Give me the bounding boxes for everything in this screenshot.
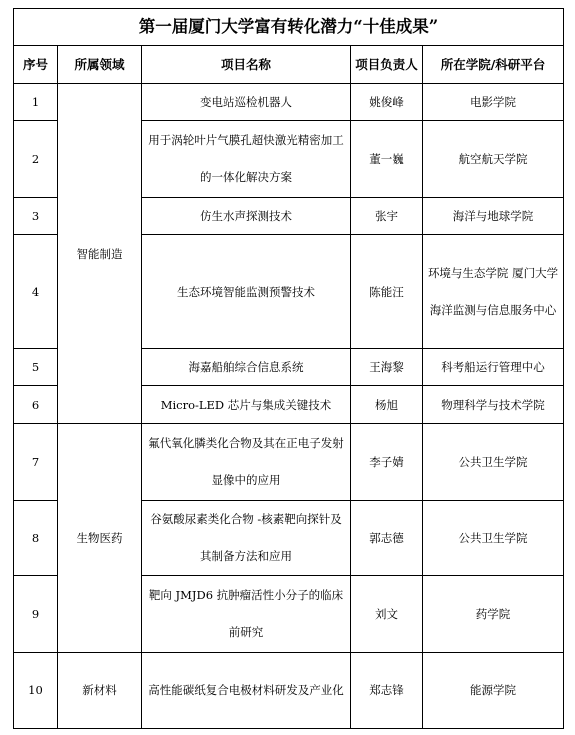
row-name: 谷氨酸尿素类化合物 -核素靶向探针及其制备方法和应用 xyxy=(142,500,351,575)
row-seq: 5 xyxy=(14,348,58,385)
row-name: 生态环境智能监测预警技术 xyxy=(142,235,351,349)
row-lead: 姚俊峰 xyxy=(351,84,423,120)
row-name: Micro-LED 芯片与集成关键技术 xyxy=(142,386,351,424)
row-inst: 航空航天学院 xyxy=(423,120,564,197)
row-lead: 陈能汪 xyxy=(351,235,423,349)
row-lead: 郑志锋 xyxy=(351,652,423,729)
table-row xyxy=(14,652,564,729)
table-row xyxy=(14,84,564,120)
field-cell: 智能制造 xyxy=(58,84,142,424)
results-table xyxy=(13,8,564,729)
row-inst: 公共卫生学院 xyxy=(423,424,564,500)
row-inst: 科考船运行管理中心 xyxy=(423,348,564,385)
row-inst: 物理科学与技术学院 xyxy=(423,386,564,424)
row-lead: 刘文 xyxy=(351,576,423,652)
row-seq: 7 xyxy=(14,424,58,500)
table-title: 第一届厦门大学富有转化潜力“十佳成果” xyxy=(14,9,564,46)
row-seq: 4 xyxy=(14,235,58,349)
row-seq: 6 xyxy=(14,386,58,424)
row-inst: 电影学院 xyxy=(423,84,564,120)
row-name: 海嘉船舶综合信息系统 xyxy=(142,348,351,385)
header-field: 所属领域 xyxy=(58,46,142,84)
row-inst: 药学院 xyxy=(423,576,564,652)
row-inst: 海洋与地球学院 xyxy=(423,198,564,235)
header-seq: 序号 xyxy=(14,46,58,84)
row-name: 靶向 JMJD6 抗肿瘤活性小分子的临床前研究 xyxy=(142,576,351,652)
row-lead: 李子婧 xyxy=(351,424,423,500)
row-inst: 能源学院 xyxy=(423,652,564,729)
row-lead: 董一巍 xyxy=(351,120,423,197)
row-name: 仿生水声探测技术 xyxy=(142,198,351,235)
row-seq: 8 xyxy=(14,500,58,575)
row-seq: 10 xyxy=(14,652,58,729)
header-lead: 项目负责人 xyxy=(351,46,423,84)
field-cell: 新材料 xyxy=(58,652,142,729)
row-lead: 王海黎 xyxy=(351,348,423,385)
row-lead: 张宇 xyxy=(351,198,423,235)
row-name: 氟代氧化膦类化合物及其在正电子发射显像中的应用 xyxy=(142,424,351,500)
header-inst: 所在学院/科研平台 xyxy=(423,46,564,84)
row-inst: 公共卫生学院 xyxy=(423,500,564,575)
row-inst: 环境与生态学院 厦门大学海洋监测与信息服务中心 xyxy=(423,235,564,349)
row-name: 变电站巡检机器人 xyxy=(142,84,351,120)
header-name: 项目名称 xyxy=(142,46,351,84)
row-seq: 3 xyxy=(14,198,58,235)
field-cell: 生物医药 xyxy=(58,424,142,652)
row-seq: 9 xyxy=(14,576,58,652)
table-row xyxy=(14,424,564,500)
row-name: 用于涡轮叶片气膜孔超快激光精密加工的一体化解决方案 xyxy=(142,120,351,197)
row-lead: 杨旭 xyxy=(351,386,423,424)
row-lead: 郭志德 xyxy=(351,500,423,575)
row-name: 高性能碳纸复合电极材料研发及产业化 xyxy=(142,652,351,729)
row-seq: 2 xyxy=(14,120,58,197)
row-seq: 1 xyxy=(14,84,58,120)
